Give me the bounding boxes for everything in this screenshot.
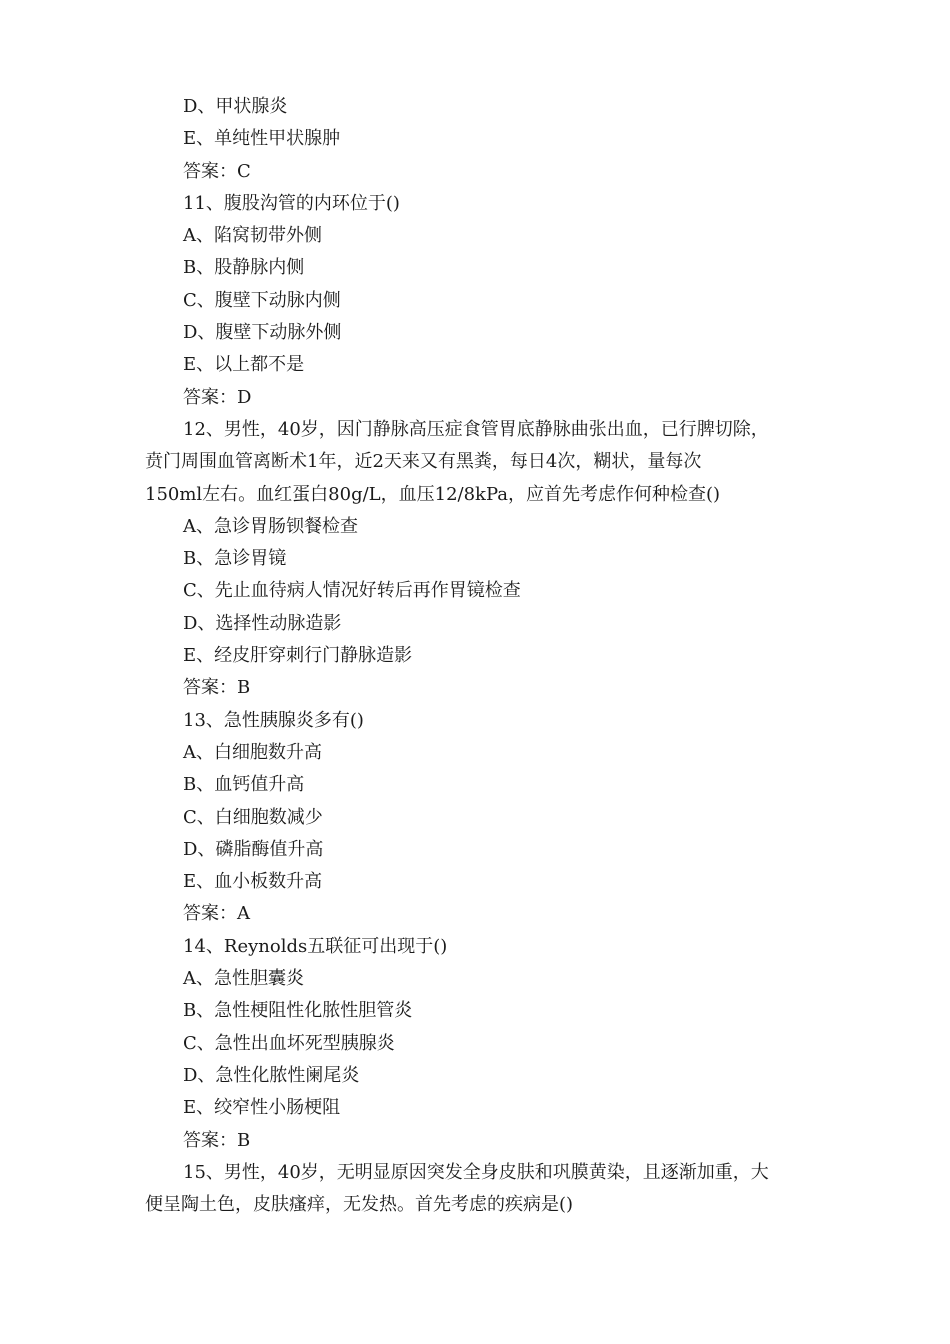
question-12-line-1: 12、男性，40岁，因门静脉高压症食管胃底静脉曲张出血，已行脾切除， — [183, 418, 769, 440]
answer-option: A、白细胞数升高 — [183, 741, 322, 763]
question-15-line-2: 便呈陶土色，皮肤瘙痒，无发热。首先考虑的疾病是() — [145, 1194, 574, 1216]
answer-option: D、选择性动脉造影 — [183, 612, 342, 634]
answer-option: A、急诊胃肠钡餐检查 — [183, 515, 358, 537]
answer-option: E、绞窄性小肠梗阻 — [183, 1097, 341, 1119]
answer-option: D、磷脂酶值升高 — [183, 838, 324, 860]
answer-option: E、单纯性甲状腺肿 — [183, 128, 341, 150]
answer-option: B、血钙值升高 — [183, 774, 305, 796]
answer-option: B、股静脉内侧 — [183, 257, 305, 279]
answer-option: D、甲状腺炎 — [183, 96, 288, 117]
answer-key: 答案：D — [183, 386, 252, 408]
question-content — [145, 91, 805, 1221]
question-12-line-3: 150ml左右。血红蛋白80g/L，血压12/8kPa，应首先考虑作何种检查() — [145, 483, 721, 505]
question-stem: 13、急性胰腺炎多有() — [183, 709, 364, 731]
answer-option: B、急性梗阻性化脓性胆管炎 — [183, 1000, 413, 1022]
answer-option: C、先止血待病人情况好转后再作胃镜检查 — [183, 580, 521, 602]
answer-option: E、经皮肝穿刺行门静脉造影 — [183, 645, 413, 667]
answer-option: C、腹壁下动脉内侧 — [183, 289, 341, 311]
answer-option: A、急性胆囊炎 — [183, 968, 304, 990]
question-15-line-1: 15、男性，40岁，无明显原因突发全身皮肤和巩膜黄染，且逐渐加重，大 — [183, 1161, 769, 1183]
question-12 — [145, 414, 805, 511]
answer-option: A、陷窝韧带外侧 — [183, 225, 322, 247]
answer-key: 答案：B — [183, 1129, 251, 1151]
answer-option: C、急性出血坏死型胰腺炎 — [183, 1032, 395, 1054]
answer-key: 答案：B — [183, 677, 251, 699]
question-stem: 11、腹股沟管的内环位于() — [183, 192, 400, 214]
question-15 — [145, 1157, 805, 1222]
answer-option: B、急诊胃镜 — [183, 548, 287, 570]
answer-option: D、急性化脓性阑尾炎 — [183, 1064, 360, 1086]
answer-option: D、腹壁下动脉外侧 — [183, 322, 342, 344]
answer-key: 答案：A — [183, 903, 250, 925]
question-stem: 14、Reynolds五联征可出现于() — [183, 935, 448, 957]
answer-option: E、血小板数升高 — [183, 871, 323, 893]
answer-option: C、白细胞数减少 — [183, 806, 323, 828]
question-block-1 — [145, 91, 805, 414]
answer-option: E、以上都不是 — [183, 354, 305, 376]
question-block-2 — [145, 511, 805, 1157]
question-12-line-2: 贲门周围血管离断术1年，近2天来又有黑粪，每日4次，糊状，量每次 — [145, 451, 702, 473]
answer-key: 答案：C — [183, 160, 251, 182]
